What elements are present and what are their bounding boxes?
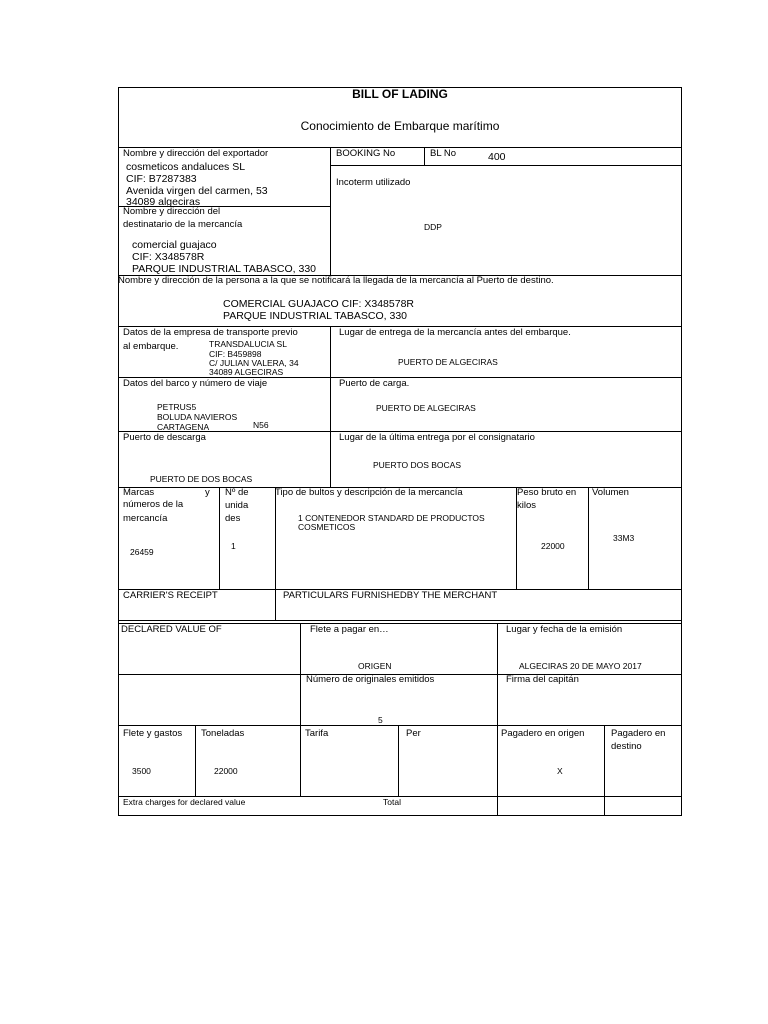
gross-weight-label: Peso bruto en [517, 487, 577, 498]
tons-value: 22000 [214, 766, 238, 776]
exporter-line: Avenida virgen del carmen, 53 [126, 185, 268, 197]
freight-costs-value: 3500 [132, 766, 151, 776]
marks-label: mercancía [123, 513, 168, 524]
freight-payable-label: Flete a pagar en… [310, 624, 389, 635]
vessel-label: Datos del barco y número de viaje [123, 378, 268, 389]
carrier-label: al embarque. [123, 341, 179, 352]
loading-port-label: Puerto de carga. [339, 378, 410, 389]
vessel-line: CARTAGENA [157, 422, 210, 432]
carriers-receipt-label: CARRIER'S RECEIPT [123, 590, 218, 601]
consignee-line: PARQUE INDUSTRIAL TABASCO, 330 [132, 263, 316, 275]
carrier-line: CIF: B459898 [209, 349, 262, 359]
exporter-line: cosmeticos andaluces SL [126, 161, 246, 173]
units-label: Nº de [225, 487, 249, 498]
description-label: Tipo de bultos y descripción de la mercancía [275, 487, 463, 498]
collect-label: destino [611, 741, 642, 752]
vessel-line: PETRUS5 [157, 402, 197, 412]
vessel-line: BOLUDA NAVIEROS [157, 412, 238, 422]
freight-costs-label: Flete y gastos [123, 728, 183, 739]
volume-value: 33M3 [613, 533, 635, 543]
volume-label: Volumen [592, 487, 629, 498]
units-label: unida [225, 500, 249, 511]
collect-label: Pagadero en [611, 728, 666, 739]
voyage-number: N56 [253, 420, 269, 430]
prepaid-mark: X [557, 766, 563, 776]
marks-label: y [205, 487, 210, 498]
notify-label: Nombre y dirección de la persona a la que se notificará la llegada de la mercancía al Puerto de destino. [118, 275, 554, 286]
final-delivery-value: PUERTO DOS BOCAS [373, 460, 462, 470]
issue-place-date-value: ALGECIRAS 20 DE MAYO 2017 [519, 661, 642, 671]
units-value: 1 [231, 541, 236, 551]
carrier-line: TRANSDALUCIA SL [209, 339, 287, 349]
final-delivery-label: Lugar de la última entrega por el consignatario [339, 432, 535, 443]
rate-label: Tarifa [305, 728, 329, 739]
consignee-label: destinatario de la mercancía [123, 219, 243, 230]
exporter-line: 34089 algeciras [126, 196, 201, 208]
exporter-line: CIF: B7287383 [126, 173, 197, 185]
discharge-port-value: PUERTO DE DOS BOCAS [150, 474, 253, 484]
consignee-line: CIF: X348578R [132, 251, 205, 263]
consignee-line: comercial guajaco [132, 239, 217, 251]
captain-signature-label: Firma del capitán [506, 674, 579, 685]
particulars-label: PARTICULARS FURNISHEDBY THE MERCHANT [283, 590, 498, 601]
extra-charges-label: Extra charges for declared value [123, 797, 246, 807]
notify-line: COMERCIAL GUAJACO CIF: X348578R [223, 298, 414, 310]
gross-weight-value: 22000 [541, 541, 565, 551]
carrier-line: C/ JULIAN VALERA, 34 [209, 358, 299, 368]
originals-label: Número de originales emitidos [306, 674, 435, 685]
prepaid-label: Pagadero en origen [501, 728, 585, 739]
document-subtitle: Conocimiento de Embarque marítimo [300, 119, 500, 133]
consignee-label: Nombre y dirección del [123, 206, 221, 217]
gross-weight-label: kilos [517, 500, 537, 511]
declared-value-label: DECLARED VALUE OF [121, 624, 222, 635]
bl-number: 400 [488, 151, 506, 163]
total-label: Total [383, 797, 401, 807]
marks-value: 26459 [130, 547, 154, 557]
exporter-label: Nombre y dirección del exportador [123, 148, 269, 159]
originals-value: 5 [378, 715, 383, 725]
booking-label: BOOKING No [336, 148, 396, 159]
marks-label: números de la [123, 499, 184, 510]
freight-payable-value: ORIGEN [358, 661, 392, 671]
delivery-before-value: PUERTO DE ALGECIRAS [398, 357, 498, 367]
description-line: COSMETICOS [298, 522, 356, 532]
units-label: des [225, 513, 241, 524]
delivery-before-label: Lugar de entrega de la mercancía antes del embarque. [339, 327, 571, 338]
tons-label: Toneladas [201, 728, 245, 739]
bl-label: BL No [430, 148, 457, 159]
per-label: Per [406, 728, 421, 739]
discharge-port-label: Puerto de descarga [123, 432, 206, 443]
carrier-label: Datos de la empresa de transporte previo [123, 327, 298, 338]
marks-label: Marcas [123, 487, 155, 498]
description-line: 1 CONTENEDOR STANDARD DE PRODUCTOS [298, 513, 485, 523]
incoterm-label: Incoterm utilizado [336, 177, 411, 188]
incoterm-value: DDP [424, 222, 442, 232]
issue-place-date-label: Lugar y fecha de la emisión [506, 624, 623, 635]
notify-line: PARQUE INDUSTRIAL TABASCO, 330 [223, 310, 407, 322]
loading-port-value: PUERTO DE ALGECIRAS [376, 403, 476, 413]
carrier-line: 34089 ALGECIRAS [209, 367, 284, 377]
document-title: BILL OF LADING [352, 87, 448, 101]
